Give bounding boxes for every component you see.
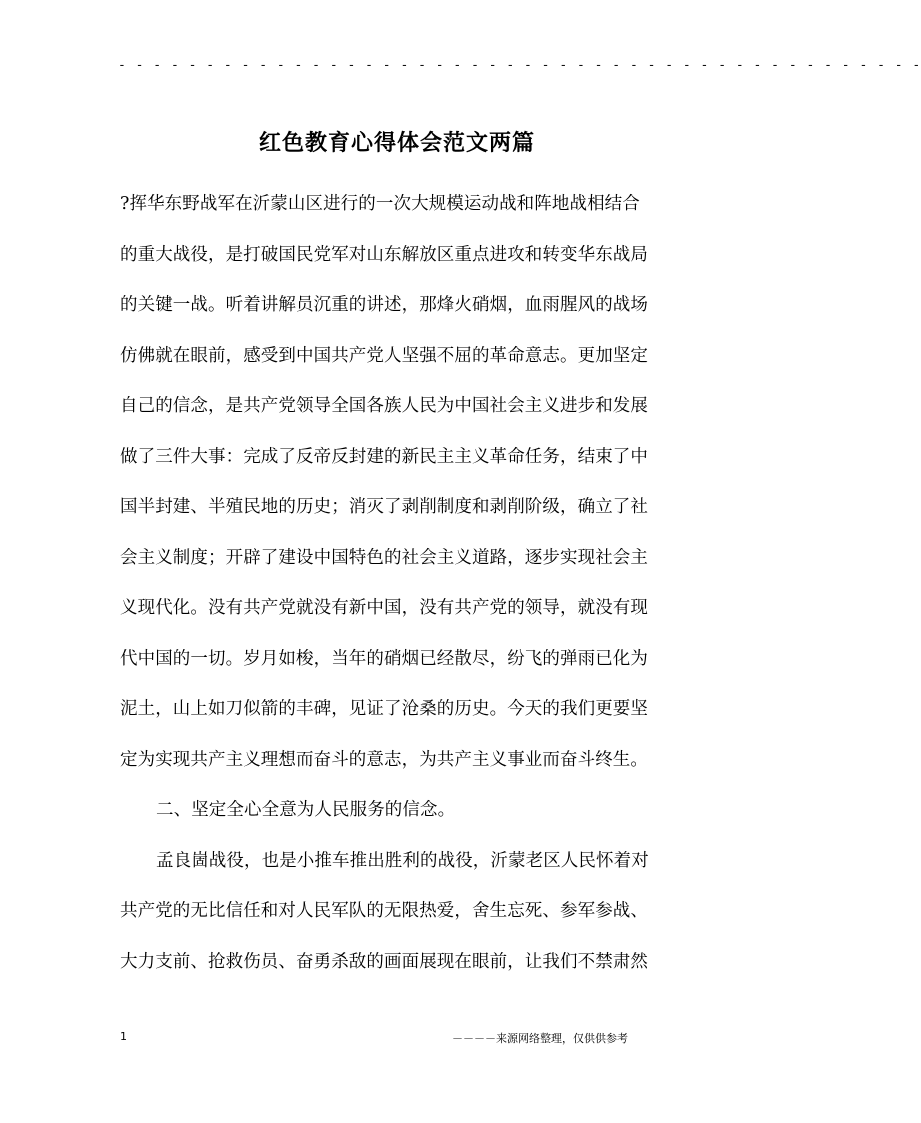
body-line: 代中国的一切。岁月如梭，当年的硝烟已经散尽，纷飞的弹雨已化为 (120, 648, 648, 669)
body-line: 的重大战役，是打破国民党军对山东解放区重点进攻和转变华东战局 (120, 244, 648, 265)
header-dashed-rule: - - - - - - - - - - - - - - - - - - - - - - - - - - - - - - - - - - - - - - - - - - - - - - (118, 58, 921, 73)
footer-source-note: －－－－来源网络整理，仅供供参考 (452, 1032, 628, 1045)
body-line: ?挥华东野战军在沂蒙山区进行的一次大规模运动战和阵地战相结合 (120, 194, 640, 214)
body-line: 的关键一战。听着讲解员沉重的讲述，那烽火硝烟，血雨腥风的战场 (120, 295, 648, 315)
page-number: 1 (120, 1030, 127, 1043)
document-body (120, 190, 678, 998)
document-title: 红色教育心得体会范文两篇 (258, 130, 535, 156)
body-line: 自己的信念，是共产党领导全国各族人民为中国社会主义进步和发展 (120, 396, 648, 416)
body-line: 国半封建、半殖民地的历史；消灭了剥削制度和剥削阶级，确立了社 (120, 497, 648, 517)
body-line: 定为实现共产主义理想而奋斗的意志，为共产主义事业而奋斗终生。 (120, 749, 648, 770)
body-line: 大力支前、抢救伤员、奋勇杀敌的画面展现在眼前，让我们不禁肃然 (120, 951, 648, 972)
section-heading: 二、坚定全心全意为人民服务的信念。 (156, 800, 456, 820)
body-line: 仿佛就在眼前，感受到中国共产党人坚强不屈的革命意志。更加坚定 (120, 345, 648, 366)
body-line: 义现代化。没有共产党就没有新中国，没有共产党的领导，就没有现 (120, 598, 648, 618)
paragraph-start-line: 孟良崮战役，也是小推车推出胜利的战役，沂蒙老区人民怀着对 (156, 850, 649, 871)
body-line: 泥土，山上如刀似箭的丰碑，见证了沧桑的历史。今天的我们更要坚 (120, 699, 648, 719)
body-line: 做了三件大事：完成了反帝反封建的新民主主义革命任务，结束了中 (120, 446, 648, 467)
body-line: 共产党的无比信任和对人民军队的无限热爱，舍生忘死、参军参战、 (120, 901, 648, 921)
body-line: 会主义制度；开辟了建设中国特色的社会主义道路，逐步实现社会主 (120, 547, 648, 568)
